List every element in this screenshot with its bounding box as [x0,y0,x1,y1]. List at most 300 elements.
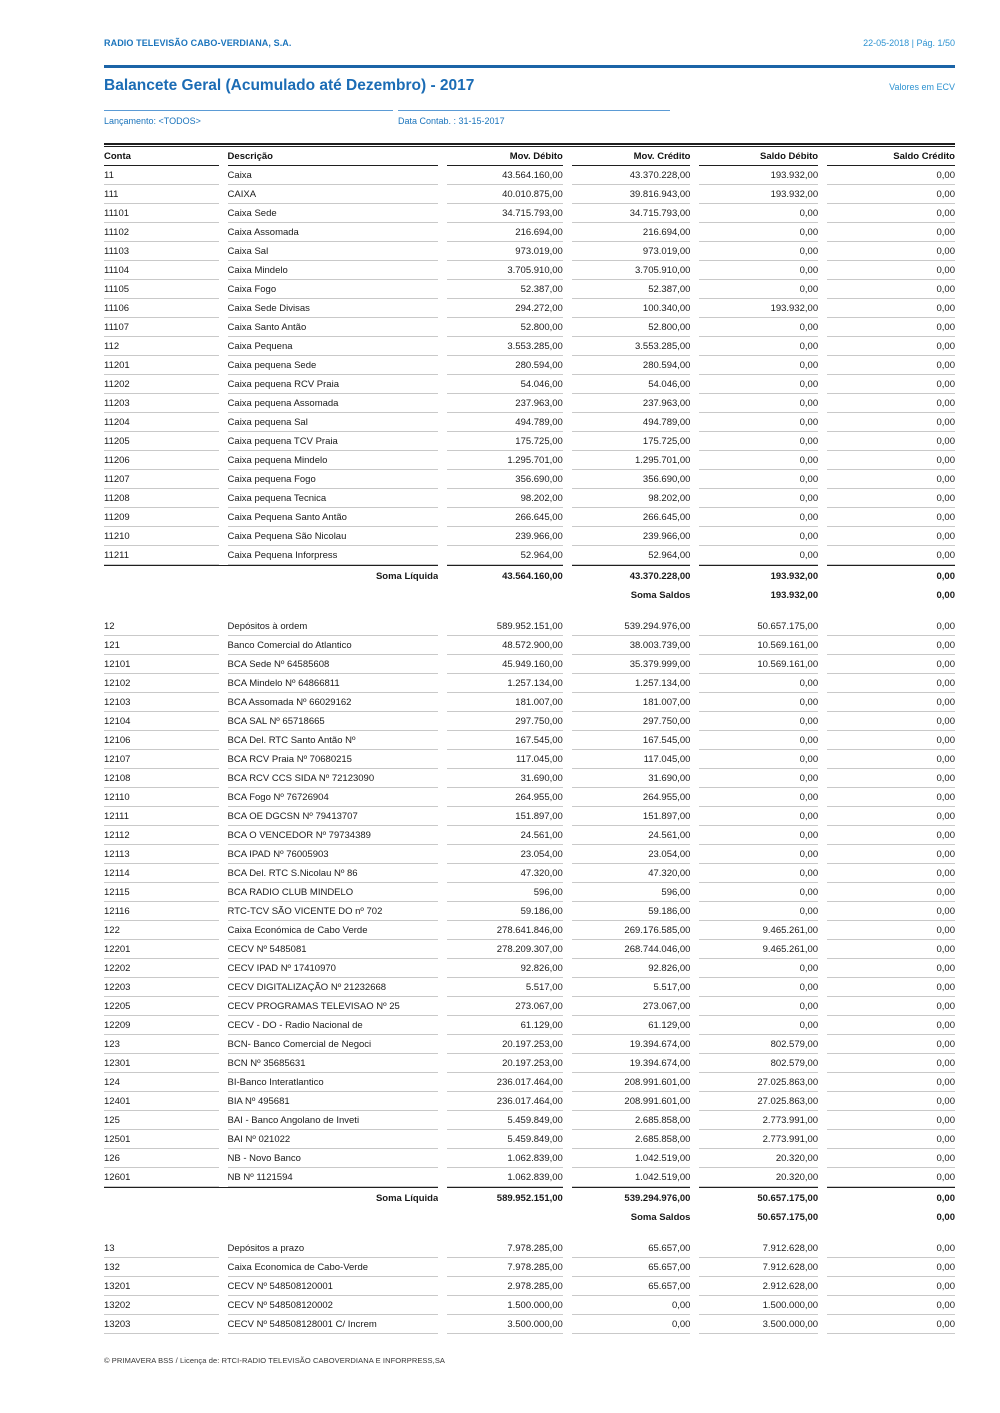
table-row [104,1092,955,1111]
cell-value: 0,00 [699,413,818,432]
cell-value: 0,00 [827,1130,955,1149]
empty-cell [104,585,438,604]
cell-conta: 12301 [104,1054,219,1073]
column-header-descricao: Descrição [228,147,439,166]
cell-conta: 12115 [104,883,219,902]
cell-value: 0,00 [827,546,955,565]
table-row [104,1130,955,1149]
cell-value: 2.685.858,00 [572,1111,691,1130]
cell-value: 0,00 [827,921,955,940]
cell-conta: 11210 [104,527,219,546]
cell-conta: 12202 [104,959,219,978]
soma-liquida-value: 43.370.228,00 [572,565,691,585]
license-footer: © PRIMAVERA BSS / Licença de: RTCI-RADIO TELEVISÃO CABOVERDIANA E INFORPRESS,SA [104,1356,446,1365]
cell-value: 0,00 [699,508,818,527]
section-spacer [104,1226,955,1239]
cell-value: 7.978.285,00 [447,1258,563,1277]
cell-descricao: CECV IPAD Nº 17410970 [228,959,439,978]
cell-descricao: Caixa Fogo [228,280,439,299]
cell-value: 0,00 [699,394,818,413]
cell-value: 264.955,00 [572,788,691,807]
cell-value: 1.257.134,00 [447,674,563,693]
column-header-saldo-credito: Saldo Crédito [827,147,955,166]
cell-value: 52.964,00 [572,546,691,565]
cell-descricao: Caixa Pequena [228,337,439,356]
cell-value: 280.594,00 [572,356,691,375]
cell-descricao: Caixa Sal [228,242,439,261]
cell-conta: 12116 [104,902,219,921]
table-row [104,280,955,299]
cell-value: 0,00 [827,845,955,864]
cell-value: 40.010.875,00 [447,185,563,204]
cell-conta: 11211 [104,546,219,565]
cell-conta: 12209 [104,1016,219,1035]
cell-value: 20.197.253,00 [447,1035,563,1054]
cell-conta: 11105 [104,280,219,299]
section-spacer [104,604,955,617]
cell-descricao: Caixa Sede [228,204,439,223]
cell-descricao: BCA RADIO CLUB MINDELO [228,883,439,902]
cell-conta: 124 [104,1073,219,1092]
cell-conta: 12103 [104,693,219,712]
cell-descricao: CECV Nº 548508120001 [228,1277,439,1296]
cell-value: 0,00 [699,902,818,921]
column-header-mov-credito: Mov. Crédito [572,147,691,166]
cell-value: 494.789,00 [447,413,563,432]
cell-conta: 12108 [104,769,219,788]
cell-conta: 12111 [104,807,219,826]
cell-value: 1.062.839,00 [447,1149,563,1168]
cell-value: 0,00 [827,826,955,845]
cell-value: 100.340,00 [572,299,691,318]
soma-liquida-value: 0,00 [827,565,955,585]
cell-value: 151.897,00 [447,807,563,826]
cell-value: 38.003.739,00 [572,636,691,655]
data-contab-filter: Data Contab. : 31-15-2017 [398,110,670,126]
cell-value: 2.773.991,00 [699,1130,818,1149]
cell-value: 0,00 [827,674,955,693]
cell-value: 0,00 [699,750,818,769]
cell-value: 0,00 [827,1258,955,1277]
cell-value: 1.295.701,00 [447,451,563,470]
cell-value: 0,00 [827,280,955,299]
cell-value: 269.176.585,00 [572,921,691,940]
table-row [104,375,955,394]
cell-value: 0,00 [699,318,818,337]
cell-descricao: BCA Sede Nº 64585608 [228,655,439,674]
soma-saldos-value: 0,00 [936,590,955,601]
cell-conta: 126 [104,1149,219,1168]
cell-value: 0,00 [827,864,955,883]
cell-value: 239.966,00 [572,527,691,546]
table-row [104,1296,955,1315]
cell-value: 117.045,00 [447,750,563,769]
table-row [104,166,955,185]
column-header-mov-debito: Mov. Débito [447,147,563,166]
table-row [104,1149,955,1168]
cell-value: 7.912.628,00 [699,1239,818,1258]
cell-descricao: RTC-TCV SÃO VICENTE DO nº 702 [228,902,439,921]
table-row [104,1168,955,1187]
cell-value: 1.500.000,00 [447,1296,563,1315]
cell-value: 175.725,00 [572,432,691,451]
cell-value: 0,00 [572,1315,691,1334]
table-row [104,204,955,223]
cell-value: 0,00 [572,1296,691,1315]
cell-conta: 121 [104,636,219,655]
cell-conta: 12201 [104,940,219,959]
cell-descricao: BAI - Banco Angolano de Inveti [228,1111,439,1130]
soma-liquida-value: 50.657.175,00 [699,1187,818,1207]
cell-value: 0,00 [699,375,818,394]
cell-value: 0,00 [699,997,818,1016]
cell-value: 596,00 [447,883,563,902]
cell-value: 0,00 [699,769,818,788]
cell-value: 268.744.046,00 [572,940,691,959]
cell-value: 92.826,00 [572,959,691,978]
cell-conta: 12110 [104,788,219,807]
cell-conta: 11 [104,166,219,185]
cell-value: 0,00 [699,845,818,864]
cell-descricao: CECV PROGRAMAS TELEVISAO Nº 25 [228,997,439,1016]
cell-value: 5.459.849,00 [447,1130,563,1149]
cell-descricao: CECV DIGITALIZAÇÃO Nº 21232668 [228,978,439,997]
cell-descricao: BCA IPAD Nº 76005903 [228,845,439,864]
table-row [104,940,955,959]
cell-descricao: BI-Banco Interatlantico [228,1073,439,1092]
cell-value: 54.046,00 [447,375,563,394]
cell-conta: 11205 [104,432,219,451]
cell-value: 0,00 [827,712,955,731]
table-row [104,413,955,432]
cell-value: 27.025.863,00 [699,1073,818,1092]
cell-conta: 11107 [104,318,219,337]
cell-value: 45.949.160,00 [447,655,563,674]
cell-value: 39.816.943,00 [572,185,691,204]
cell-conta: 13202 [104,1296,219,1315]
cell-value: 0,00 [827,617,955,636]
cell-descricao: Caixa pequena Assomada [228,394,439,413]
cell-value: 61.129,00 [447,1016,563,1035]
cell-descricao: Caixa pequena Fogo [228,470,439,489]
cell-value: 973.019,00 [447,242,563,261]
cell-value: 3.705.910,00 [447,261,563,280]
cell-value: 0,00 [827,508,955,527]
cell-conta: 12101 [104,655,219,674]
cell-descricao: BCA OE DGCSN Nº 79413707 [228,807,439,826]
soma-liquida-label: Soma Líquida [104,1187,438,1207]
cell-descricao: Caixa Sede Divisas [228,299,439,318]
cell-conta: 12112 [104,826,219,845]
cell-conta: 12106 [104,731,219,750]
cell-value: 0,00 [827,769,955,788]
cell-value: 61.129,00 [572,1016,691,1035]
cell-value: 59.186,00 [447,902,563,921]
cell-value: 35.379.999,00 [572,655,691,674]
table-row [104,356,955,375]
cell-value: 52.964,00 [447,546,563,565]
cell-value: 0,00 [699,788,818,807]
empty-cell [447,585,563,604]
table-row [104,470,955,489]
cell-descricao: BCA Mindelo Nº 64866811 [228,674,439,693]
cell-descricao: BCA RCV CCS SIDA Nº 72123090 [228,769,439,788]
cell-value: 1.500.000,00 [699,1296,818,1315]
table-row [104,636,955,655]
table-row [104,788,955,807]
cell-value: 0,00 [827,1073,955,1092]
cell-conta: 11206 [104,451,219,470]
cell-value: 539.294.976,00 [572,617,691,636]
cell-value: 0,00 [827,451,955,470]
cell-value: 802.579,00 [699,1054,818,1073]
cell-descricao: Caixa Pequena Santo Antão [228,508,439,527]
soma-saldos-value: 50.657.175,00 [757,1212,819,1223]
filter-row [104,110,955,126]
soma-saldos-value: 0,00 [936,1212,955,1223]
table-row [104,997,955,1016]
cell-value: 0,00 [699,489,818,508]
cell-value: 181.007,00 [572,693,691,712]
cell-descricao: BAI Nº 021022 [228,1130,439,1149]
cell-conta: 125 [104,1111,219,1130]
cell-value: 0,00 [827,1296,955,1315]
cell-value: 0,00 [827,261,955,280]
cell-value: 278.641.846,00 [447,921,563,940]
cell-conta: 11208 [104,489,219,508]
cell-value: 266.645,00 [572,508,691,527]
cell-conta: 12601 [104,1168,219,1187]
table-row [104,712,955,731]
cell-value: 0,00 [699,978,818,997]
table-row [104,1054,955,1073]
cell-value: 52.800,00 [572,318,691,337]
cell-value: 2.685.858,00 [572,1130,691,1149]
cell-value: 98.202,00 [572,489,691,508]
table-row [104,337,955,356]
cell-value: 175.725,00 [447,432,563,451]
cell-value: 0,00 [827,655,955,674]
cell-value: 0,00 [699,242,818,261]
cell-value: 0,00 [827,337,955,356]
cell-value: 47.320,00 [447,864,563,883]
cell-value: 356.690,00 [447,470,563,489]
cell-value: 9.465.261,00 [699,940,818,959]
cell-descricao: Caixa Santo Antão [228,318,439,337]
company-name: RADIO TELEVISÃO CABO-VERDIANA, S.A. [104,38,292,48]
table-row [104,807,955,826]
cell-value: 0,00 [699,693,818,712]
cell-value: 3.553.285,00 [572,337,691,356]
cell-value: 0,00 [699,261,818,280]
table-row [104,242,955,261]
cell-value: 0,00 [699,432,818,451]
cell-value: 3.500.000,00 [699,1315,818,1334]
table-row [104,826,955,845]
cell-value: 167.545,00 [572,731,691,750]
cell-value: 0,00 [699,1016,818,1035]
cell-value: 237.963,00 [447,394,563,413]
soma-liquida-value: 43.564.160,00 [447,565,563,585]
column-header-conta: Conta [104,147,219,166]
cell-conta: 12102 [104,674,219,693]
cell-value: 1.042.519,00 [572,1149,691,1168]
cell-conta: 11201 [104,356,219,375]
cell-conta: 11209 [104,508,219,527]
cell-value: 236.017.464,00 [447,1073,563,1092]
table-row [104,1239,955,1258]
cell-descricao: NB Nº 1121594 [228,1168,439,1187]
cell-value: 47.320,00 [572,864,691,883]
cell-value: 0,00 [827,750,955,769]
cell-descricao: Caixa pequena RCV Praia [228,375,439,394]
cell-descricao: Depósitos à ordem [228,617,439,636]
cell-value: 237.963,00 [572,394,691,413]
cell-value: 0,00 [827,997,955,1016]
cell-descricao: BCA RCV Praia Nº 70680215 [228,750,439,769]
cell-descricao: Caixa Economica de Cabo-Verde [228,1258,439,1277]
table-row [104,394,955,413]
cell-conta: 11103 [104,242,219,261]
cell-value: 0,00 [827,356,955,375]
cell-value: 0,00 [699,807,818,826]
cell-descricao: BCA O VENCEDOR Nº 79734389 [228,826,439,845]
cell-value: 20.320,00 [699,1149,818,1168]
cell-value: 0,00 [827,1239,955,1258]
cell-value: 0,00 [827,299,955,318]
date-page-indicator: 22-05-2018 | Pág. 1/50 [863,38,955,48]
cell-descricao: Caixa pequena Sede [228,356,439,375]
cell-descricao: BIA Nº 495681 [228,1092,439,1111]
cell-conta: 12104 [104,712,219,731]
cell-value: 2.978.285,00 [447,1277,563,1296]
cell-value: 20.197.253,00 [447,1054,563,1073]
table-row [104,674,955,693]
cell-value: 0,00 [699,731,818,750]
table-row [104,1258,955,1277]
cell-value: 5.517,00 [447,978,563,997]
cell-descricao: CAIXA [228,185,439,204]
cell-conta: 12205 [104,997,219,1016]
cell-value: 2.912.628,00 [699,1277,818,1296]
table-row [104,655,955,674]
lancamento-filter: Lançamento: <TODOS> [104,110,393,126]
table-row [104,883,955,902]
cell-value: 10.569.161,00 [699,636,818,655]
cell-value: 0,00 [827,1315,955,1334]
cell-value: 3.500.000,00 [447,1315,563,1334]
cell-value: 280.594,00 [447,356,563,375]
cell-descricao: Caixa pequena Tecnica [228,489,439,508]
cell-descricao: Caixa Mindelo [228,261,439,280]
table-row [104,921,955,940]
table-row [104,978,955,997]
cell-value: 19.394.674,00 [572,1035,691,1054]
table-row [104,1111,955,1130]
table-row [104,1277,955,1296]
cell-descricao: BCA SAL Nº 65718665 [228,712,439,731]
cell-value: 65.657,00 [572,1239,691,1258]
cell-value: 1.295.701,00 [572,451,691,470]
cell-value: 23.054,00 [447,845,563,864]
cell-descricao: Caixa Pequena Inforpress [228,546,439,565]
cell-conta: 111 [104,185,219,204]
currency-note: Valores em ECV [889,82,955,92]
cell-descricao: BCA Del. RTC Santo Antão Nº [228,731,439,750]
cell-value: 278.209.307,00 [447,940,563,959]
cell-value: 19.394.674,00 [572,1054,691,1073]
cell-value: 3.705.910,00 [572,261,691,280]
cell-value: 31.690,00 [447,769,563,788]
cell-conta: 11207 [104,470,219,489]
title-row [104,77,955,95]
cell-value: 27.025.863,00 [699,1092,818,1111]
table-row [104,617,955,636]
table-row [104,508,955,527]
cell-descricao: Banco Comercial do Atlantico [228,636,439,655]
cell-descricao: BCA Fogo Nº 76726904 [228,788,439,807]
cell-value: 596,00 [572,883,691,902]
cell-value: 0,00 [827,223,955,242]
cell-value: 54.046,00 [572,375,691,394]
cell-value: 52.387,00 [572,280,691,299]
table-row [104,959,955,978]
cell-value: 98.202,00 [447,489,563,508]
cell-descricao: Depósitos a prazo [228,1239,439,1258]
table-row [104,318,955,337]
cell-value: 7.978.285,00 [447,1239,563,1258]
cell-value: 1.042.519,00 [572,1168,691,1187]
cell-value: 0,00 [827,470,955,489]
cell-value: 0,00 [827,1111,955,1130]
table-row [104,864,955,883]
soma-saldos-label: Soma Saldos [630,590,691,601]
cell-value: 208.991.601,00 [572,1092,691,1111]
cell-conta: 12203 [104,978,219,997]
cell-value: 167.545,00 [447,731,563,750]
cell-value: 0,00 [827,394,955,413]
cell-value: 193.932,00 [699,299,818,318]
cell-value: 0,00 [827,166,955,185]
cell-value: 0,00 [827,413,955,432]
cell-value: 0,00 [827,940,955,959]
cell-value: 236.017.464,00 [447,1092,563,1111]
cell-value: 193.932,00 [699,185,818,204]
cell-value: 0,00 [827,1016,955,1035]
cell-value: 0,00 [827,1054,955,1073]
cell-value: 151.897,00 [572,807,691,826]
cell-value: 0,00 [827,204,955,223]
cell-value: 50.657.175,00 [699,617,818,636]
cell-value: 193.932,00 [699,166,818,185]
cell-conta: 123 [104,1035,219,1054]
column-header-saldo-debito: Saldo Débito [699,147,818,166]
cell-descricao: Caixa pequena TCV Praia [228,432,439,451]
cell-descricao: Caixa pequena Mindelo [228,451,439,470]
table-header-row [104,147,955,166]
soma-saldos-row [104,585,955,604]
cell-value: 0,00 [827,432,955,451]
cell-descricao: CECV - DO - Radio Nacional de [228,1016,439,1035]
cell-value: 0,00 [827,731,955,750]
spacer-cell [104,1226,955,1239]
cell-conta: 13 [104,1239,219,1258]
cell-value: 0,00 [699,546,818,565]
cell-value: 0,00 [827,978,955,997]
cell-value: 43.370.228,00 [572,166,691,185]
empty-cell [447,1207,563,1226]
cell-value: 31.690,00 [572,769,691,788]
